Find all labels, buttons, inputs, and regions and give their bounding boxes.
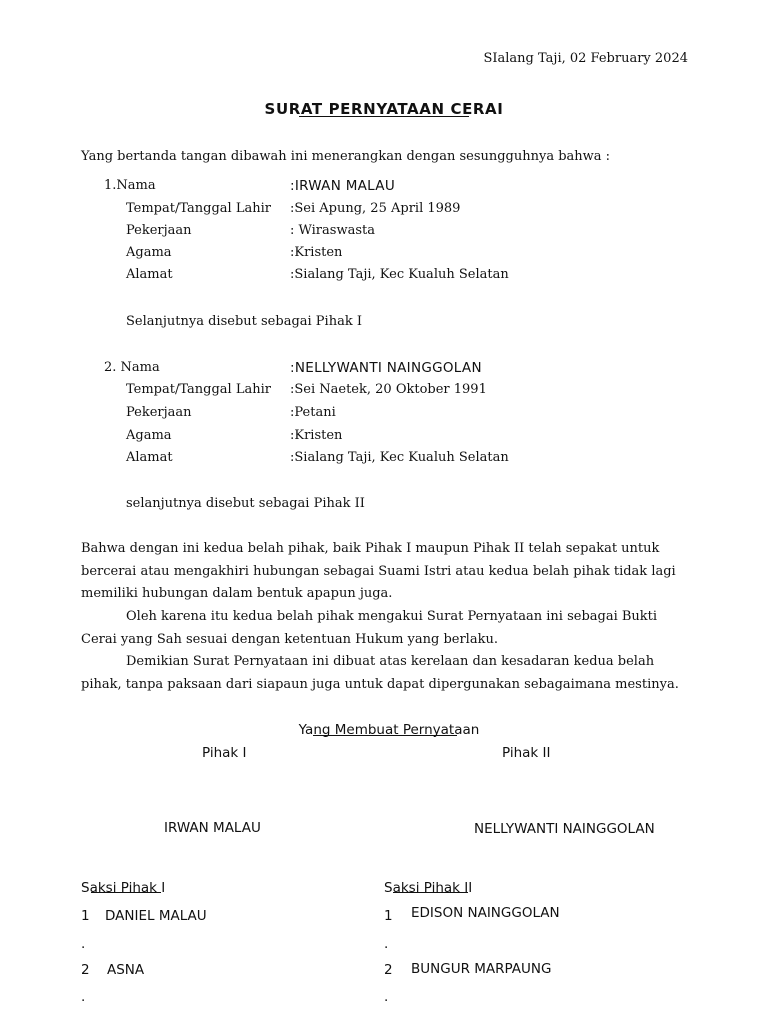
body-paragraph-1: Bahwa dengan ini kedua belah pihak, baik Pihak I maupun Pihak II telah sepakat untuk bercerai atau mengakhiri hubungan sebagai Suami Istri atau kedua belah pihak tidak lagi memiliki hubungan dalam bentuk apapun juga.: [81, 541, 676, 602]
witness-left-1-dot: .: [81, 936, 86, 952]
witness-right-2-dot: .: [384, 989, 389, 1005]
signature-left-label: Pihak I: [202, 745, 247, 761]
intro-text: Yang bertanda tangan dibawah ini menerangkan dengan sesungguhnya bahwa :: [81, 149, 611, 164]
party1-alamat-label: Alamat: [126, 267, 173, 282]
party2-agama-value: :Kristen: [290, 428, 343, 443]
party2-alamat-label: Alamat: [126, 450, 173, 465]
party1-nama-value: :IRWAN MALAU: [290, 178, 396, 194]
party2-agama-label: Agama: [126, 428, 172, 443]
signature-right-name: NELLYWANTI NAINGGOLAN: [474, 821, 655, 837]
signature-heading-underline: [313, 735, 457, 736]
party1-ttl-label: Tempat/Tanggal Lahir: [126, 201, 271, 216]
party2-note: selanjutnya disebut sebagai Pihak II: [126, 496, 365, 511]
witness-right-2-number: 2: [384, 962, 393, 978]
title-underline: [299, 116, 469, 117]
witness-right-1-number: 1: [384, 908, 393, 924]
party1-agama-label: Agama: [126, 245, 172, 260]
party1-agama-value: :Kristen: [290, 245, 343, 260]
witnesses-right-underline: [393, 892, 468, 893]
witnesses-right-heading: Saksi Pihak II: [384, 880, 473, 896]
witness-right-2-name: BUNGUR MARPAUNG: [411, 961, 552, 977]
party1-nama-label: 1.Nama: [104, 178, 156, 193]
witness-left-2-dot: .: [81, 989, 86, 1005]
party2-pekerjaan-value: :Petani: [290, 405, 336, 420]
signature-heading: Yang Membuat Pernyataan: [298, 722, 480, 738]
witness-left-1-name: DANIEL MALAU: [105, 908, 207, 924]
document-title: SURAT PERNYATAAN CERAI: [264, 100, 504, 118]
witness-left-2-number: 2: [81, 962, 90, 978]
party2-nama-value: :NELLYWANTI NAINGGOLAN: [290, 360, 482, 376]
party2-ttl-value: :Sei Naetek, 20 Oktober 1991: [290, 382, 487, 397]
place-date: SIalang Taji, 02 February 2024: [483, 51, 688, 66]
body-paragraph-2: Oleh karena itu kedua belah pihak mengakui Surat Pernyataan ini sebagai Bukti Cerai yang Sah sesuai dengan ketentuan Hukum yang berlaku.: [81, 609, 658, 647]
party1-pekerjaan-label: Pekerjaan: [126, 223, 192, 238]
witness-left-1-number: 1: [81, 908, 90, 924]
party1-note: Selanjutnya disebut sebagai Pihak I: [126, 314, 362, 329]
party1-alamat-value: :Sialang Taji, Kec Kualuh Selatan: [290, 267, 509, 282]
witnesses-left-underline: [91, 892, 161, 893]
party2-ttl-label: Tempat/Tanggal Lahir: [126, 382, 271, 397]
witness-right-1-dot: .: [384, 936, 389, 952]
witness-right-1-name: EDISON NAINGGOLAN: [411, 905, 560, 921]
signature-right-label: Pihak II: [502, 745, 551, 761]
body-paragraph-3: Demikian Surat Pernyataan ini dibuat atas kerelaan dan kesadaran kedua belah pihak, tanpa paksaan dari siapaun juga untuk dapat dipergunakan sebagaimana mestinya.: [81, 654, 679, 692]
party2-alamat-value: :Sialang Taji, Kec Kualuh Selatan: [290, 450, 509, 465]
party1-ttl-value: :Sei Apung, 25 April 1989: [290, 201, 461, 216]
witnesses-left-heading: Saksi Pihak I: [81, 880, 166, 896]
party1-pekerjaan-value: : Wiraswasta: [290, 223, 375, 238]
party2-pekerjaan-label: Pekerjaan: [126, 405, 192, 420]
signature-left-name: IRWAN MALAU: [164, 820, 261, 836]
witness-left-2-name: ASNA: [107, 962, 145, 978]
party2-nama-label: 2. Nama: [104, 360, 160, 375]
